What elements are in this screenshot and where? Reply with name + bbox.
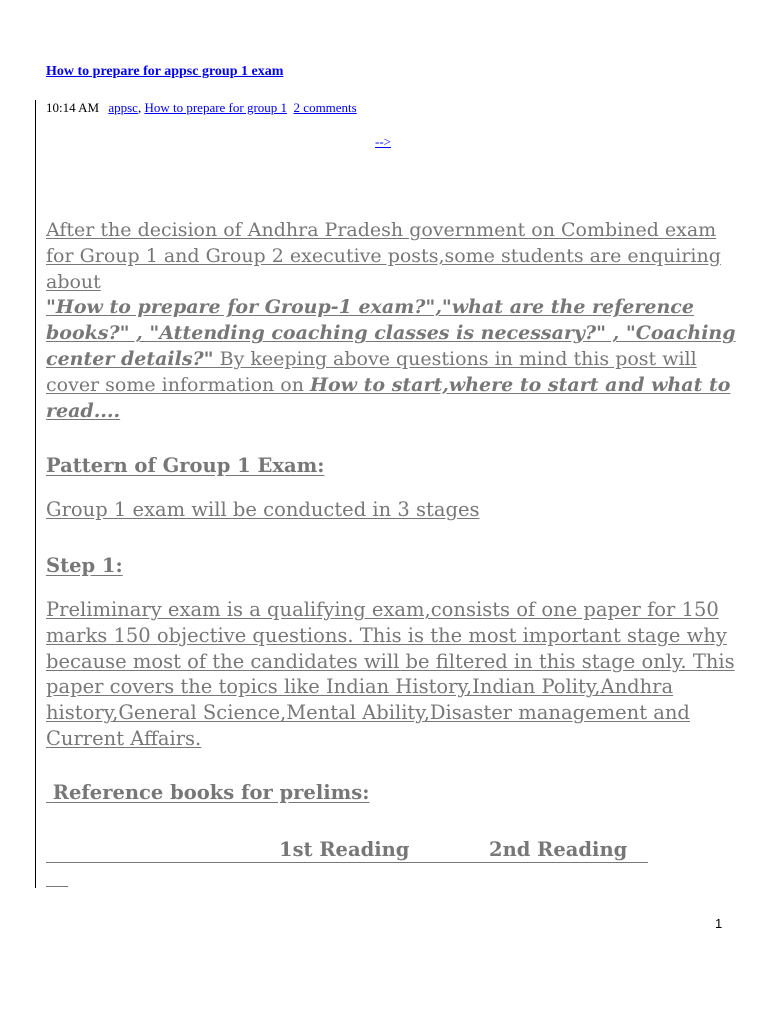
intro-lead: After the decision of Andhra Pradesh government on Combined exam for Group 1 and Group 2 executive posts,some students are enquiring about bbox=[46, 219, 721, 293]
table-fragment-rule bbox=[46, 886, 68, 887]
label-link-appsc[interactable]: appsc bbox=[108, 100, 138, 115]
first-reading-label: 1st Reading bbox=[279, 838, 410, 861]
step1-heading: Step 1: bbox=[46, 554, 123, 577]
reference-heading bbox=[46, 781, 369, 804]
post-time: 10:14 AM bbox=[46, 100, 100, 115]
label-separator: , bbox=[137, 100, 145, 115]
intro-paragraph bbox=[46, 218, 736, 424]
arrow-link[interactable]: --> bbox=[375, 134, 391, 149]
step1-text: Preliminary exam is a qualifying exam,consists of one paper for 150 marks 150 objective questions. This is the most important stage why because most of the candidates will be filtered in this stage only. This paper covers the topics like Indian History,Indian Polity,Andhra history,General Science,Mental Ability,Disaster management and Current Affairs. bbox=[46, 598, 735, 750]
pattern-text: Group 1 exam will be conducted in 3 stages bbox=[46, 498, 480, 521]
page-number: 1 bbox=[715, 916, 723, 931]
reading-header-row bbox=[46, 838, 648, 863]
intro-closing: How to start,where to start and what to read.... bbox=[46, 373, 731, 422]
left-margin-rule bbox=[35, 100, 36, 888]
intro-middle: By keeping above questions in mind this post will cover some information on bbox=[46, 347, 697, 396]
post-title-link[interactable]: How to prepare for appsc group 1 exam bbox=[46, 64, 284, 79]
reference-heading-text: Reference books for prelims: bbox=[52, 781, 370, 804]
comments-link[interactable]: 2 comments bbox=[293, 100, 357, 115]
pattern-heading: Pattern of Group 1 Exam: bbox=[46, 454, 325, 477]
second-reading-label: 2nd Reading bbox=[489, 838, 628, 861]
label-link-group1[interactable]: How to prepare for group 1 bbox=[144, 100, 288, 115]
intro-questions: "How to prepare for Group-1 exam?","what are the reference books?" , "Attending coaching classes is necessary?" , "Coaching center details?" bbox=[46, 296, 736, 370]
post-meta bbox=[46, 100, 357, 116]
